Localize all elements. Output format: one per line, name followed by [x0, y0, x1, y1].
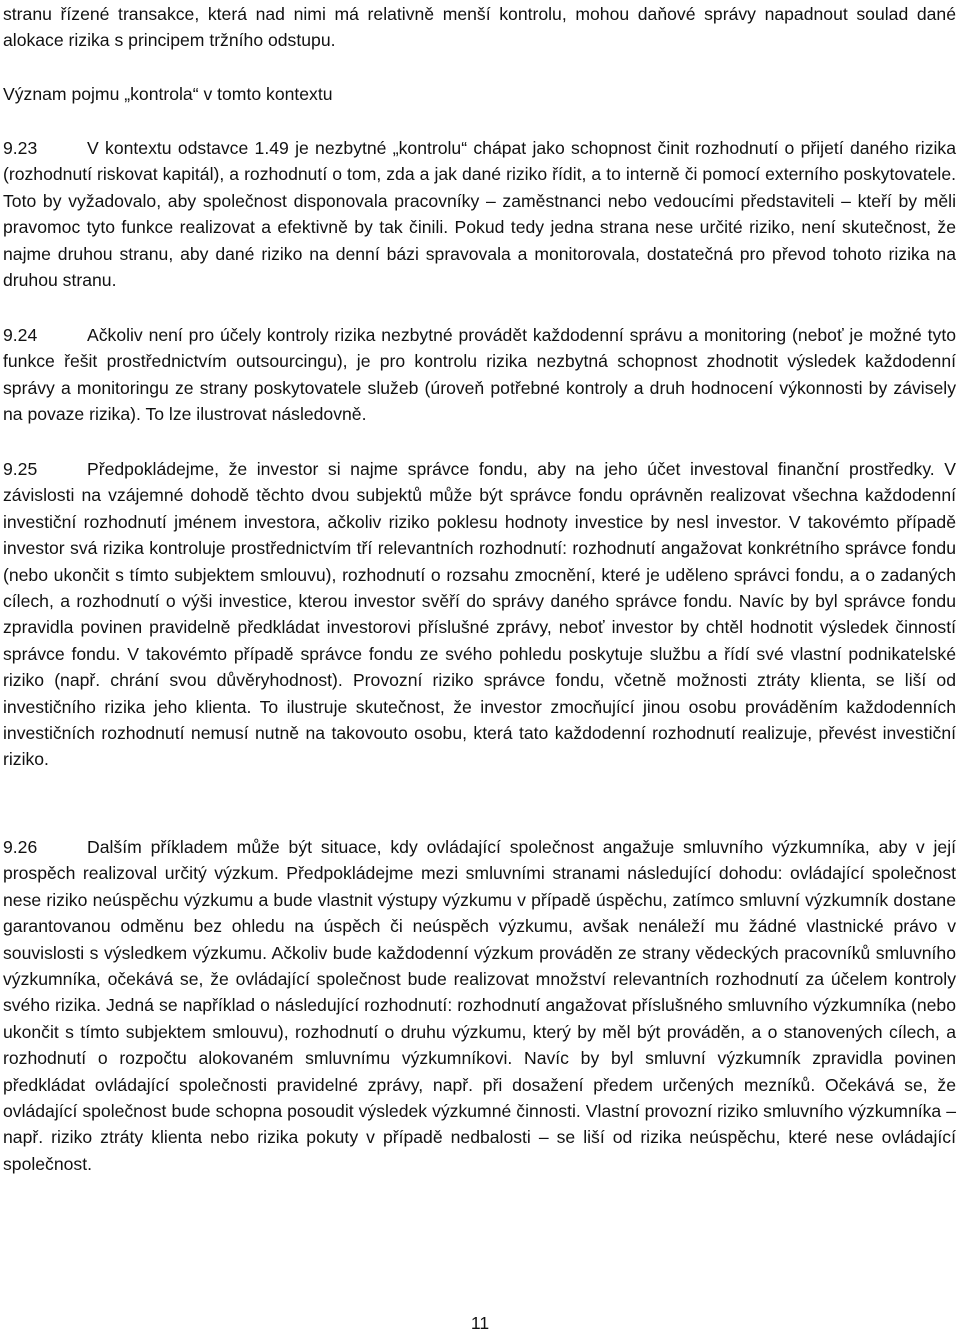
paragraph-number: 9.25: [3, 459, 38, 479]
paragraph-text: V kontextu odstavce 1.49 je nezbytné „kontrolu“ chápat jako schopnost činit rozhodnutí o přijetí daného rizika (rozhodnutí riskovat kapitál), a rozhodnutí o tom, zda a jak dané riziko řídit, a to interně či pomocí externího poskytovatele. Toto by vyžadovalo, aby společnost disponovala pracovníky – zaměstnanci nebo vedoucími představiteli – kteří by měli pravomoc tyto funkce realizovat a efektivně by tak činili. Pokud tedy jedna strana nese určité riziko, není skutečnost, že najme druhou stranu, aby dané riziko na denní bázi spravovala a monitorovala, dostatečná pro převod tohoto rizika na druhou stranu.: [3, 138, 956, 291]
paragraph-number: 9.24: [3, 325, 38, 345]
paragraph-9-24: [3, 322, 956, 428]
paragraph-number: 9.26: [3, 837, 38, 857]
page-number: 11: [470, 1313, 490, 1333]
paragraph-9-23: [3, 135, 956, 293]
paragraph-number: 9.23: [3, 138, 38, 158]
paragraph-9-26: [3, 834, 956, 1177]
paragraph-text: Dalším příkladem může být situace, kdy ovládající společnost angažuje smluvního výzkumníka, aby v její prospěch realizoval určitý výzkum. Předpokládejme mezi smluvními stranami následující dohodu: ovládající společnost nese riziko neúspěchu výzkumu a bude vlastnit výstupy výzkumu v případě úspěchu, zatímco smluvní výzkumník dostane garantovanou odměnu bez ohledu na úspěch či neúspěch výzkumu, avšak nenáleží mu žádné vlastnické právo v souvislosti s výsledkem výzkumu. Ačkoliv bude každodenní výzkum prováděn ze strany vědeckých pracovníků smluvního výzkumníka, očekává se, že ovládající společnost bude realizovat množství relevantních rozhodnutí za účelem kontroly svého rizika. Jedná se například o následující rozhodnutí: rozhodnutí angažovat příslušného smluvního výzkumníka (nebo ukončit s tímto subjektem smlouvu), rozhodnutí o druhu výzkumu, který by měl být prováděn, a o stanovených cílech, a rozhodnutí o rozpočtu alokovaném smluvnímu výzkumníkovi. Navíc by byl smluvní výzkumník zpravidla povinen předkládat ovládající společnosti pravidelné zprávy, např. při dosažení předem určených mezníků. Očekává se, že ovládající společnost bude schopna posoudit výsledek výzkumné činnosti. Vlastní provozní riziko smluvního výzkumníka – např. riziko ztráty klienta nebo rizika pokuty v případě nedbalosti – se liší od rizika neúspěchu, které nese ovládající společnost.: [3, 837, 956, 1174]
continued-paragraph: stranu řízené transakce, která nad nimi má relativně menší kontrolu, mohou daňové správy napadnout soulad dané alokace rizika s principem tržního odstupu.: [3, 4, 956, 51]
paragraph-text: Předpokládejme, že investor si najme správce fondu, aby na jeho účet investoval finanční prostředky. V závislosti na vzájemné dohodě těchto dvou subjektů může být správce fondu oprávněn realizovat všechna každodenní investiční rozhodnutí jménem investora, ačkoliv riziko poklesu hodnoty investice by nesl investor. V takovémto případě investor svá rizika kontroluje prostřednictvím tří relevantních rozhodnutí: rozhodnutí angažovat konkrétního správce fondu (nebo ukončit s tímto subjektem smlouvu), rozhodnutí o rozsahu zmocnění, které je uděleno správci fondu, a o zadaných cílech, a rozhodnutí o výši investice, kterou investor svěří do správy daného správce fondu. Navíc by byl správce fondu zpravidla povinen pravidelně předkládat investorovi příslušné zprávy, neboť investor by chtěl hodnotit výsledek činností správce fondu. V takovémto případě správce fondu ze svého pohledu poskytuje službu a řídí své vlastní podnikatelské riziko (např. chrání svou důvěryhodnost). Provozní riziko správce fondu, včetně možnosti ztráty klienta, se liší od investičního rizika jeho klienta. To ilustruje skutečnost, že investor zmocňující jinou osobu prováděním každodenních investičních rozhodnutí nemusí nutně na takovouto osobu, která tato každodenní rozhodnutí realizuje, převést investiční riziko.: [3, 459, 956, 770]
paragraph-text: Ačkoliv není pro účely kontroly rizika nezbytné provádět každodenní správu a monitoring (neboť je možné tyto funkce řešit prostřednictvím outsourcingu), je pro kontrolu rizika nezbytná schopnost zhodnotit výsledek každodenní správy a monitoringu ze strany poskytovatele služeb (úroveň potřebné kontroly a druh hodnocení výkonnosti by závisely na povaze rizika). To lze ilustrovat následovně.: [3, 325, 956, 425]
section-heading: Význam pojmu „kontrola“ v tomto kontextu: [3, 84, 333, 104]
paragraph-9-25: [3, 456, 956, 773]
